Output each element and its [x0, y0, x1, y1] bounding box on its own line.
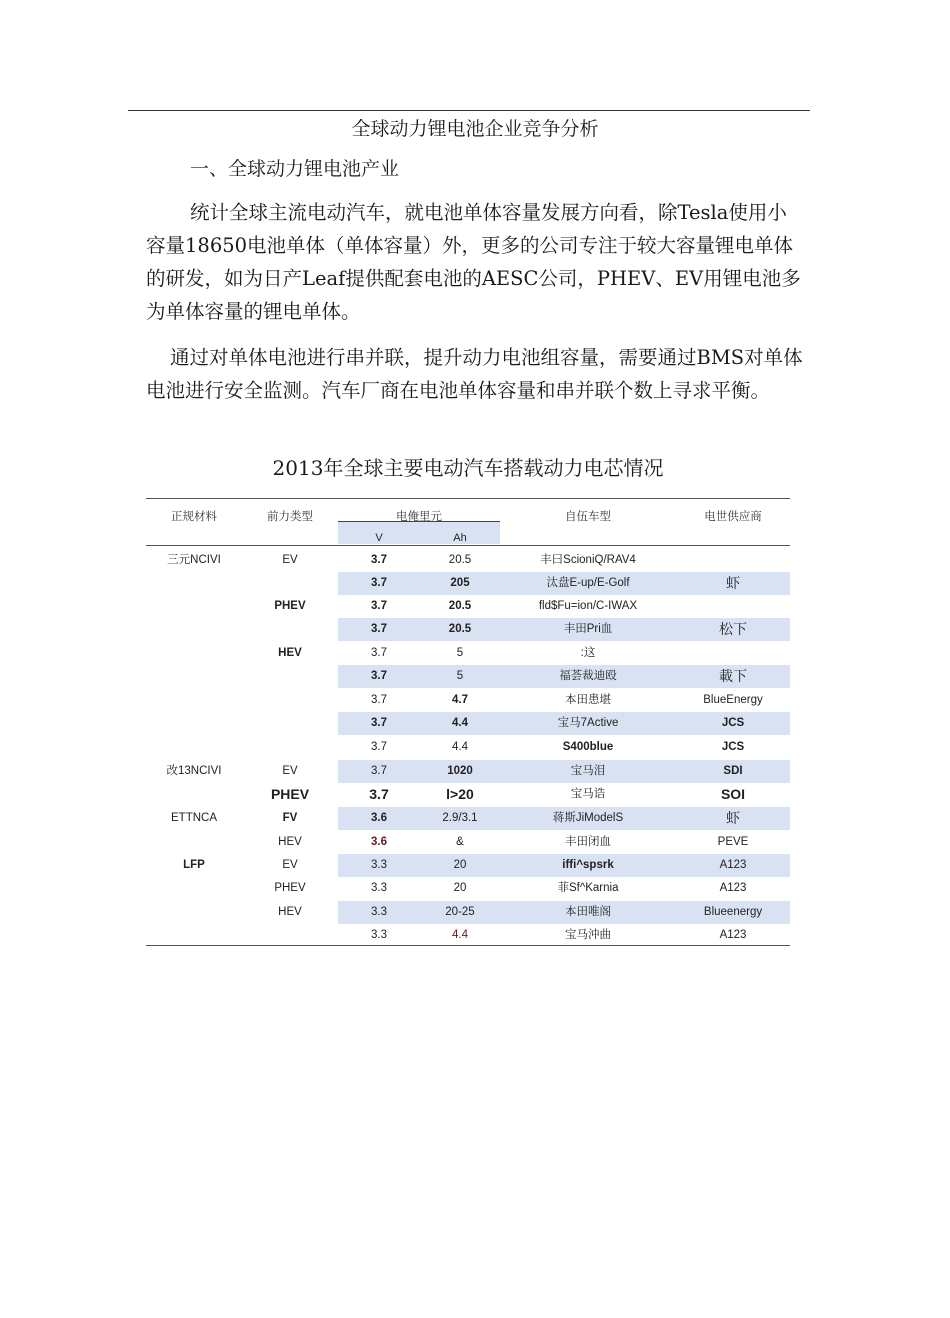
- cell-material: [146, 712, 242, 735]
- cell-material: [146, 736, 242, 759]
- cell-type: EV: [282, 765, 298, 777]
- cell-model: 汰盘E-up/E-Golf: [546, 577, 630, 589]
- cell-type: HEV: [278, 836, 302, 848]
- cell-material: [146, 642, 242, 665]
- cell-type: PHEV: [270, 786, 310, 802]
- paragraph-1: 统计全球主流电动汽车，就电池单体容量发展方向看，除Tesla使用小容量18650电池单体（单体容量）外，更多的公司专注于较大容量锂电单体的研发，如为日产Leaf提供配套电池的AESC公司，PHEV、EV用锂电池多为单体容量的锂电单体。: [146, 201, 801, 323]
- cell-v: 3.7: [371, 694, 387, 706]
- cell-supplier: [676, 595, 790, 618]
- cell-supplier: 載下: [719, 668, 747, 684]
- table-row: [146, 783, 790, 806]
- table-top-rule: [146, 498, 790, 499]
- cell-v: 3.7: [371, 670, 387, 682]
- cell-v: 3.3: [371, 929, 387, 941]
- header-ah: Ah: [453, 532, 467, 544]
- cell-material: [146, 572, 242, 595]
- cell-type: [242, 689, 338, 712]
- table-row: [146, 854, 790, 877]
- cell-model: 蒋斯JiModelS: [552, 812, 624, 824]
- cell-material: [146, 783, 242, 806]
- cell-model: 福荟裁迪殴: [559, 670, 617, 682]
- cell-ah: 4.7: [452, 694, 468, 706]
- header-v: V: [375, 532, 383, 544]
- cell-v: 3.3: [371, 882, 387, 894]
- cell-material: [146, 595, 242, 618]
- cell-supplier: 虾: [726, 810, 740, 826]
- cell-type: PHEV: [274, 600, 306, 612]
- cell-supplier: [676, 549, 790, 572]
- cell-v: 3.7: [371, 554, 387, 566]
- cell-model: 菲Sf^Karnia: [557, 882, 619, 894]
- cell-ah: &: [456, 836, 464, 848]
- cell-supplier: BlueEnergy: [703, 694, 763, 706]
- cell-material: LFP: [183, 859, 205, 871]
- cell-ah: 4.4: [452, 717, 468, 729]
- cell-supplier: SOI: [720, 786, 746, 802]
- cell-type: [242, 712, 338, 735]
- cell-v: 3.7: [371, 623, 387, 635]
- cell-model: 本田唯阁: [565, 906, 611, 918]
- paragraph-2: 通过对单体电池进行串并联，提升动力电池组容量，需要通过BMS对单体电池进行安全监测。汽车厂商在电池单体容量和串并联个数上寻求平衡。: [146, 346, 803, 402]
- cell-type: [242, 736, 338, 759]
- cell-material: [146, 877, 242, 900]
- cell-material: [146, 665, 242, 688]
- cell-ah: 2.9/3.1: [442, 812, 478, 824]
- section-heading: 一、全球动力锂电池产业: [190, 158, 400, 180]
- cell-supplier: JCS: [721, 741, 745, 753]
- cell-ah: 5: [456, 647, 464, 659]
- cell-supplier: A123: [719, 929, 747, 941]
- cell-material: [146, 618, 242, 641]
- cell-supplier: 松下: [719, 621, 747, 637]
- cell-ah: 20-25: [445, 906, 475, 918]
- cell-model: :这: [580, 647, 596, 659]
- cell-ah: 1020: [447, 765, 473, 777]
- cell-material: 三元NCIVI: [167, 554, 221, 566]
- cell-v: 3.6: [371, 836, 387, 848]
- table-row: [146, 807, 790, 830]
- cell-v: 3.6: [371, 812, 387, 824]
- header-supplier: 电世供应商: [704, 509, 762, 523]
- table-title: 2013年全球主要电动汽车搭载动力电芯情况: [272, 456, 664, 480]
- cell-supplier: [676, 642, 790, 665]
- cell-model: 本田患堪: [565, 694, 611, 706]
- cell-type: [242, 924, 338, 947]
- cell-v: 3.7: [371, 577, 387, 589]
- cell-type: [242, 665, 338, 688]
- cell-ah: 20.5: [448, 554, 472, 566]
- table-row: [146, 760, 790, 783]
- cell-model: 宝马泪: [570, 765, 606, 777]
- table-row: [146, 665, 790, 688]
- cell-supplier: A123: [719, 859, 747, 871]
- table-row: [146, 595, 790, 618]
- cell-v: 3.7: [371, 717, 387, 729]
- cell-material: ETTNCA: [171, 812, 217, 824]
- cell-model: fld$Fu=ion/C-IWAX: [538, 600, 638, 612]
- document-title: 全球动力锂电池企业竞争分析: [351, 118, 599, 140]
- header-rule: [128, 110, 810, 111]
- cell-v: 3.7: [371, 647, 387, 659]
- header-type: 前力类型: [267, 509, 313, 523]
- cell-supplier: JCS: [721, 717, 745, 729]
- cell-model: 丰田Pri血: [563, 623, 613, 635]
- cell-ah: 4.4: [452, 741, 468, 753]
- cell-ah: 20.5: [448, 600, 472, 612]
- cell-material: [146, 831, 242, 854]
- cell-ah: l>20: [446, 786, 474, 802]
- cell-material: [146, 924, 242, 947]
- table-row: [146, 901, 790, 924]
- cell-v: 3.3: [371, 859, 387, 871]
- cell-v: 3.7: [371, 765, 387, 777]
- cell-ah: 20: [453, 859, 467, 871]
- cell-supplier: Blueenergy: [703, 906, 763, 918]
- cell-model: 宝马诰: [570, 788, 606, 800]
- cell-supplier: 虾: [726, 575, 740, 591]
- cell-material: 改13NCIVI: [166, 765, 222, 777]
- cell-type: [242, 618, 338, 641]
- header-cell-group: 电俺里元: [396, 509, 442, 523]
- cell-material: [146, 901, 242, 924]
- table-bottom-rule: [146, 945, 790, 946]
- cell-type: HEV: [278, 647, 302, 659]
- table-row: [146, 924, 790, 947]
- table-row: [146, 642, 790, 665]
- cell-type: PHEV: [274, 882, 306, 894]
- cell-model: S400blue: [562, 741, 614, 753]
- cell-ah: 4.4: [452, 929, 468, 941]
- cell-model: 丰曰ScioniQ/RAV4: [540, 554, 636, 566]
- cell-ah: 20.5: [448, 623, 472, 635]
- battery-table: [146, 498, 790, 946]
- cell-type: EV: [282, 859, 298, 871]
- header-material: 正规材料: [171, 509, 217, 523]
- cell-ah: 5: [456, 670, 464, 682]
- cell-v: 3.7: [371, 741, 387, 753]
- cell-v: 3.3: [371, 906, 387, 918]
- table-row: [146, 618, 790, 641]
- table-row: [146, 831, 790, 854]
- table-row: [146, 572, 790, 595]
- table-row: [146, 877, 790, 900]
- cell-supplier: SDI: [723, 765, 743, 777]
- cell-v: 3.7: [371, 600, 387, 612]
- header-model: 自伍车型: [565, 509, 611, 523]
- cell-model: 宝马7Active: [557, 717, 619, 729]
- table-row: [146, 689, 790, 712]
- table-row: [146, 549, 790, 572]
- cell-supplier: A123: [719, 882, 747, 894]
- cell-model: iffi^spsrk: [562, 859, 614, 871]
- cell-model: 宝马沖曲: [565, 929, 611, 941]
- cell-model: 丰田闭血: [565, 836, 611, 848]
- cell-type: FV: [282, 812, 298, 824]
- table-row: [146, 736, 790, 759]
- cell-ah: 205: [450, 577, 470, 589]
- header-bottom-rule: [146, 545, 790, 546]
- cell-ah: 20: [453, 882, 467, 894]
- cell-supplier: PEVE: [717, 836, 749, 848]
- cell-type: [242, 572, 338, 595]
- cell-type: HEV: [278, 906, 302, 918]
- table-row: [146, 712, 790, 735]
- cell-type: EV: [282, 554, 298, 566]
- cell-material: [146, 689, 242, 712]
- cell-v: 3.7: [369, 786, 389, 802]
